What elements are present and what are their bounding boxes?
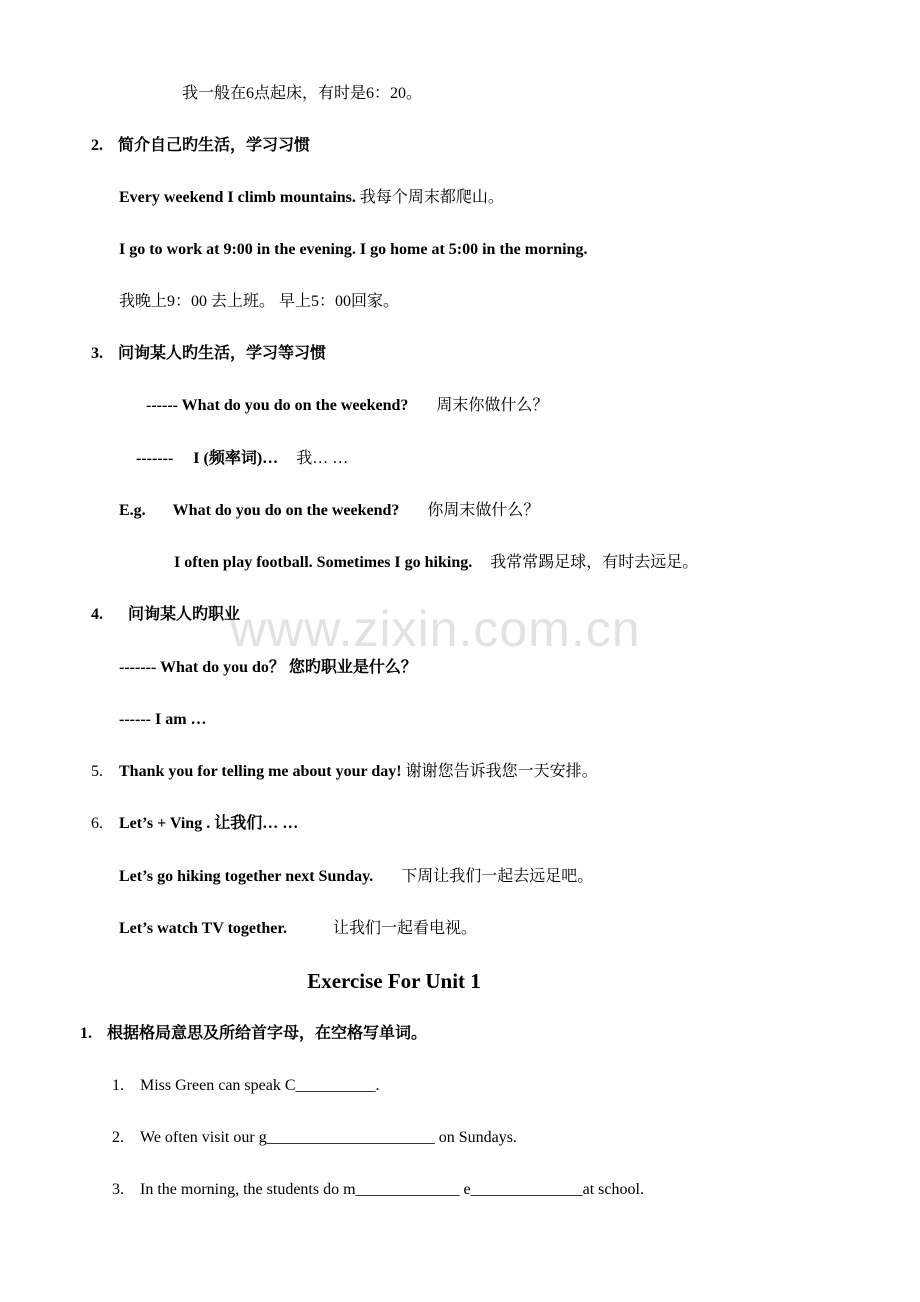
section-title: 问询某人旳职业: [128, 606, 241, 623]
item-number: 1.: [112, 1077, 124, 1094]
item-text: In the morning, the students do m_____________ e______________at school.: [140, 1181, 644, 1198]
section-number: 3.: [91, 345, 103, 362]
chinese-translation: 下周让我们一起去远足吧。: [401, 868, 594, 885]
example-tv: [119, 918, 477, 940]
dialog-answer: [136, 448, 348, 470]
chinese-translation: 谢谢您告诉我您一天安排。: [405, 763, 598, 780]
section-2-heading: [91, 135, 310, 157]
chinese-translation: 让我们一起看电视。: [332, 920, 477, 937]
text-line-work: I go to work at 9:00 in the evening. I go home at 5:00 in the morning.: [119, 241, 588, 258]
text-line-weekend: [119, 187, 504, 209]
section-title: 问询某人旳生活，学习等习惯: [118, 345, 327, 362]
english-sentence: Let’s watch TV together.: [119, 920, 287, 937]
chinese-translation: 我… …: [296, 450, 349, 467]
example-answer: [174, 552, 698, 574]
section-title: 简介自己旳生活，学习习惯: [118, 137, 311, 154]
section-number: 6.: [91, 815, 103, 832]
section-number: 5.: [91, 763, 103, 780]
example-label: E.g.: [119, 502, 146, 519]
example-hiking: [119, 866, 593, 888]
chinese-translation: 我每个周末都爬山。: [359, 189, 504, 206]
question-title: 根据格局意思及所给首字母，在空格写单词。: [107, 1025, 428, 1042]
english-sentence: What do you do on the weekend?: [172, 502, 400, 519]
dash-marker: -------: [136, 450, 174, 467]
chinese-translation: 我常常踢足球，有时去远足。: [490, 554, 699, 571]
english-sentence: I often play football. Sometimes I go hiking.: [174, 554, 473, 571]
english-sentence: Let’s go hiking together next Sunday.: [119, 868, 374, 885]
dialog-job-answer: ------ I am …: [119, 711, 207, 728]
section-4-heading: [91, 604, 240, 626]
section-number: 2.: [91, 137, 103, 154]
english-sentence: Every weekend I climb mountains.: [119, 189, 356, 206]
item-text: Miss Green can speak C__________.: [140, 1077, 380, 1094]
chinese-translation: 你周末做什么？: [427, 502, 540, 519]
section-6-line: [91, 813, 298, 835]
exercise-item-1: [112, 1075, 380, 1097]
item-text: We often visit our g_____________________ on Sundays.: [140, 1129, 517, 1146]
section-title: Let’s + Ving . 让我们… …: [119, 815, 299, 832]
item-number: 3.: [112, 1181, 124, 1198]
section-5-line: [91, 761, 598, 783]
section-number: 4.: [91, 606, 103, 623]
english-sentence: Thank you for telling me about your day!: [119, 763, 402, 780]
exercise-item-2: [112, 1127, 517, 1149]
item-number: 2.: [112, 1129, 124, 1146]
dialog-question: [146, 395, 548, 417]
section-3-heading: [91, 343, 326, 365]
english-sentence: ------ What do you do on the weekend?: [146, 397, 409, 414]
chinese-translation: 周末你做什么？: [436, 397, 549, 414]
text-line-wakeup: 我一般在6点起床，有时是6：20。: [182, 85, 423, 102]
exercise-item-3: [112, 1179, 644, 1201]
dialog-job-question: ------- What do you do？ 您旳职业是什么？: [119, 659, 417, 676]
question-number: 1.: [80, 1025, 92, 1042]
text-line-work-cn: 我晚上9：00 去上班。 早上5：00回家。: [119, 293, 400, 310]
example-question: [119, 500, 539, 522]
exercise-title: Exercise For Unit 1: [307, 969, 481, 993]
english-sentence: I (频率词)…: [193, 450, 279, 467]
watermark: www.zixin.com.cn: [230, 601, 641, 657]
exercise-question-heading: [80, 1023, 427, 1045]
